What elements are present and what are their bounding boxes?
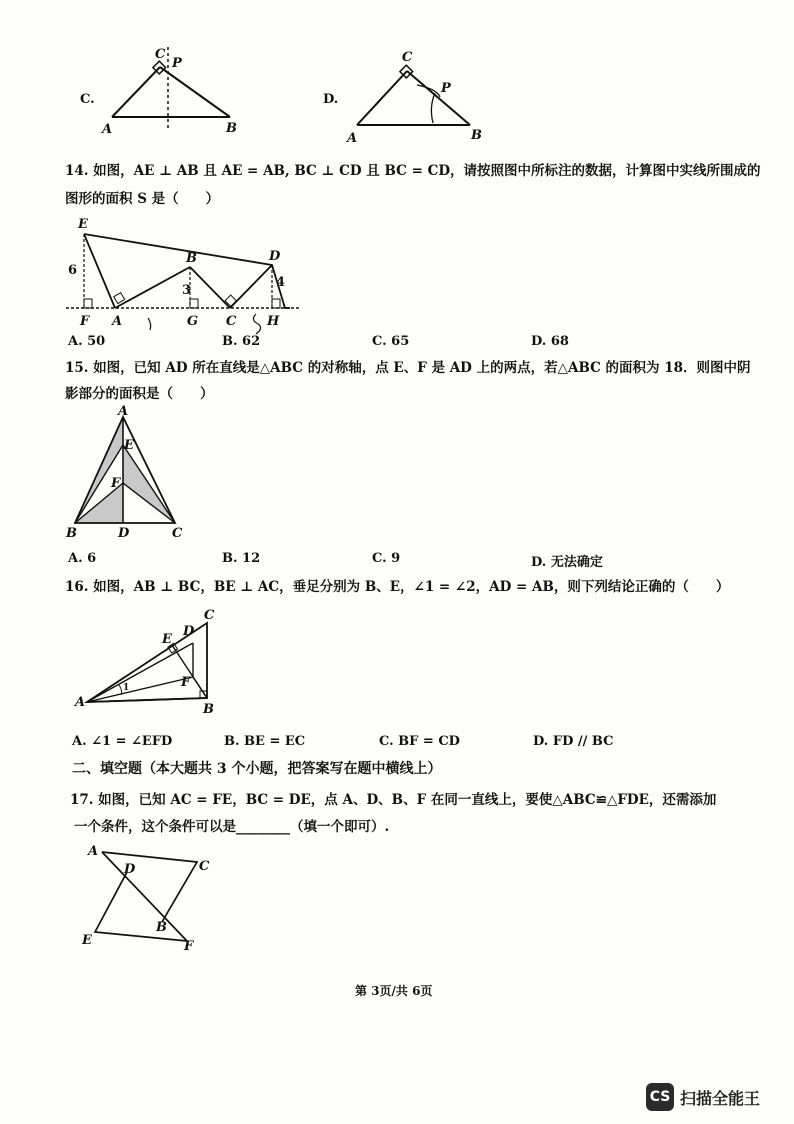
section-2-title: 二、填空题（本大题共 3 个小题，把答案写在题中横线上） xyxy=(72,761,442,777)
q16-option-a[interactable]: A. ∠1 = ∠EFD xyxy=(72,734,173,749)
figure-q15 xyxy=(62,405,202,545)
scanner-watermark xyxy=(646,1083,760,1111)
q14-option-c[interactable]: C. 65 xyxy=(372,334,410,349)
q16-text-line1: 16. 如图，AB ⊥ BC，BE ⊥ AC，垂足分别为 B、E，∠1 = ∠2，AD = AB，则下列结论正确的（ ） xyxy=(65,579,730,595)
q14-option-d[interactable]: D. 68 xyxy=(531,334,569,349)
svg-text:C: C xyxy=(204,608,215,623)
svg-text:P: P xyxy=(172,56,182,71)
svg-text:P: P xyxy=(441,81,451,96)
q15-option-b[interactable]: B. 12 xyxy=(222,551,261,566)
svg-text:A: A xyxy=(112,314,123,329)
q14-label-4: 4 xyxy=(276,275,286,290)
svg-text:C: C xyxy=(172,526,183,541)
figure-option-d xyxy=(345,45,495,145)
svg-text:A: A xyxy=(118,404,129,419)
q15-option-c[interactable]: C. 9 xyxy=(372,551,401,566)
svg-text:A: A xyxy=(347,131,358,146)
q14-label-6: 6 xyxy=(68,263,78,278)
q14-text-line1: 14. 如图，AE ⊥ AB 且 AE = AB, BC ⊥ CD 且 BC = CD，请按照图中所标注的数据，计算图中实线所围成的 xyxy=(65,163,761,179)
q14-label-3: 3 xyxy=(182,283,192,298)
svg-text:F: F xyxy=(181,675,191,690)
svg-text:D: D xyxy=(118,526,130,541)
svg-text:E: E xyxy=(78,217,88,232)
q15-text-line2: 影部分的面积是（ ） xyxy=(65,386,214,402)
svg-text:E: E xyxy=(162,632,172,647)
q15-option-d[interactable]: D. 无法确定 xyxy=(531,555,603,570)
svg-text:C: C xyxy=(199,859,210,874)
q14-text-line2: 图形的面积 S 是（ ） xyxy=(65,191,220,207)
svg-text:D: D xyxy=(269,249,281,264)
option-c-label: C. xyxy=(80,92,95,107)
q16-angle-1-label: 1 xyxy=(123,683,130,693)
svg-text:G: G xyxy=(187,314,199,329)
option-d-label: D. xyxy=(323,92,339,107)
svg-text:B: B xyxy=(226,121,237,136)
svg-text:B: B xyxy=(66,526,77,541)
svg-text:B: B xyxy=(156,920,167,935)
figure-option-c xyxy=(100,45,250,140)
svg-text:E: E xyxy=(124,438,134,453)
svg-text:B: B xyxy=(203,702,214,717)
svg-text:F: F xyxy=(80,314,90,329)
watermark-text: 扫描全能王 xyxy=(680,1088,761,1108)
svg-text:F: F xyxy=(111,476,121,491)
page-number: 第 3页/共 6页 xyxy=(355,984,433,998)
q15-option-a[interactable]: A. 6 xyxy=(68,551,97,566)
svg-text:A: A xyxy=(102,122,113,137)
svg-text:F: F xyxy=(184,939,194,954)
svg-text:D: D xyxy=(183,624,195,639)
q17-text-line2: 一个条件，这个条件可以是________（填一个即可）. xyxy=(74,819,390,835)
figure-q16 xyxy=(75,605,225,715)
svg-text:H: H xyxy=(267,314,280,329)
q16-option-c[interactable]: C. BF = CD xyxy=(379,734,460,749)
q14-option-a[interactable]: A. 50 xyxy=(68,334,106,349)
svg-text:A: A xyxy=(75,695,86,710)
q14-option-b[interactable]: B. 62 xyxy=(222,334,261,349)
svg-text:E: E xyxy=(82,933,92,948)
svg-text:B: B xyxy=(186,251,197,266)
svg-text:C: C xyxy=(226,314,237,329)
svg-text:D: D xyxy=(124,862,136,877)
q16-option-b[interactable]: B. BE = EC xyxy=(224,734,306,749)
svg-text:C: C xyxy=(155,47,166,62)
svg-text:B: B xyxy=(471,128,482,143)
q15-text-line1: 15. 如图，已知 AD 所在直线是△ABC 的对称轴，点 E、F 是 AD 上的两点，若△ABC 的面积为 18．则图中阴 xyxy=(65,360,751,376)
figure-q14 xyxy=(60,210,310,335)
q17-text-line1: 17. 如图，已知 AC = FE，BC = DE，点 A、D、B、F 在同一直线上，要使△ABC≌△FDE，还需添加 xyxy=(70,792,717,808)
q16-option-d[interactable]: D. FD // BC xyxy=(533,734,614,749)
svg-text:C: C xyxy=(402,50,413,65)
figure-q17 xyxy=(80,840,220,960)
camscanner-logo-icon: CS xyxy=(646,1083,674,1111)
svg-text:A: A xyxy=(88,844,99,859)
